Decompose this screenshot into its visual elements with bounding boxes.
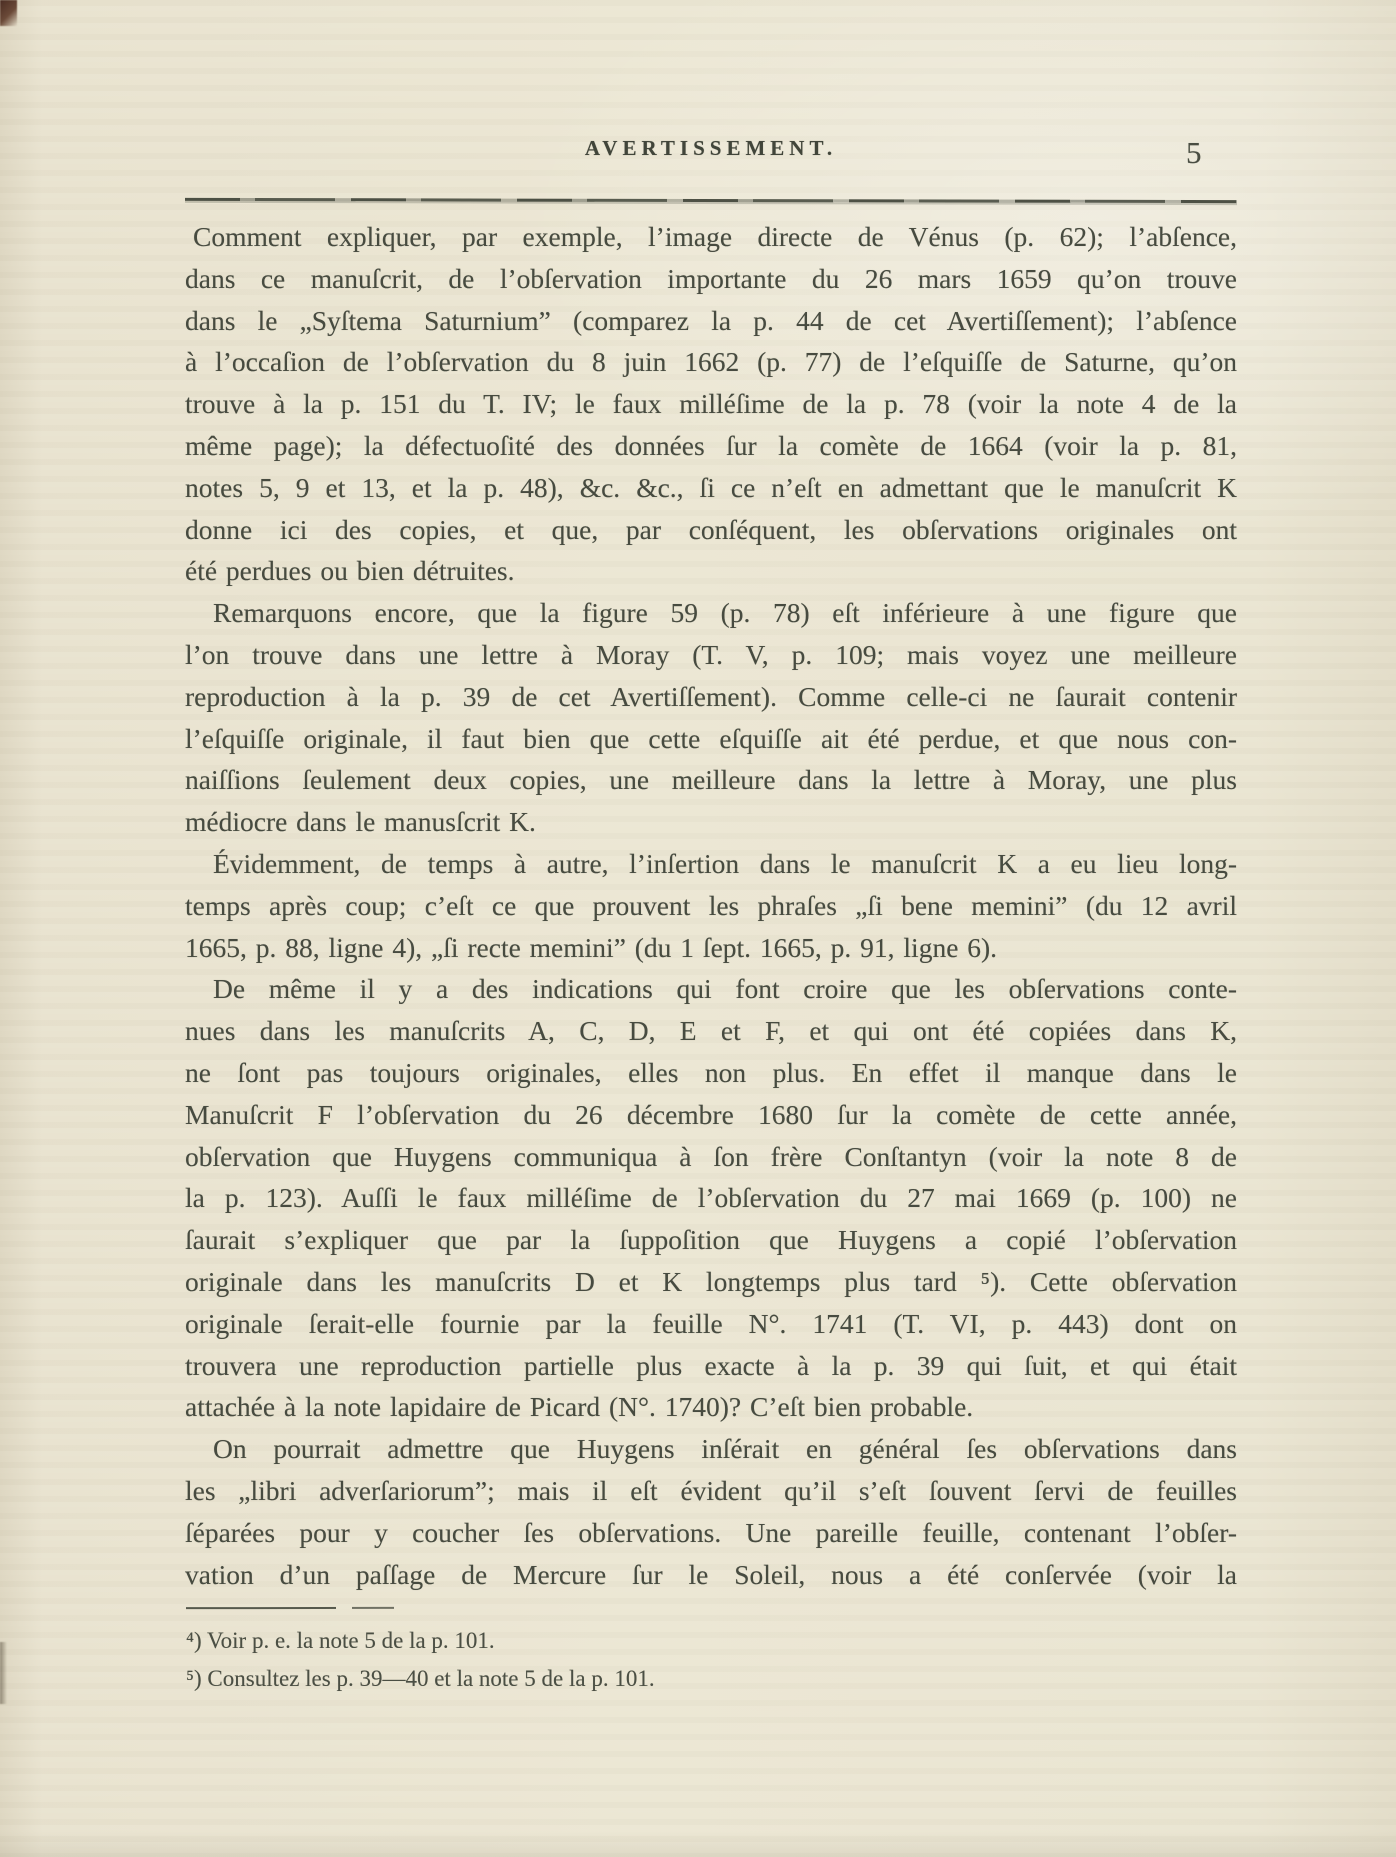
body-line: originale ſerait-elle fournie par la feuille N°. 1741 (T. VI, p. 443) dont on [185, 1307, 1237, 1339]
body-line: temps après coup; c’eſt ce que prouvent les phraſes „ſi bene memini” (du 12 avril [185, 889, 1237, 921]
paragraph [185, 1428, 1237, 1595]
body-line: trouvera une reproduction partielle plus exacte à la p. 39 qui ſuit, et qui était [185, 1349, 1237, 1381]
paragraph [185, 216, 1237, 592]
paragraph [185, 968, 1237, 1428]
body-line: vation d’un paſſage de Mercure ſur le Soleil, nous a été conſervée (voir la [185, 1558, 1237, 1590]
body-line: obſervation que Huygens communiqua à ſon frère Conſtantyn (voir la note 8 de [185, 1140, 1237, 1172]
body-line: médiocre dans le manusſcrit K. [185, 806, 536, 838]
body-line: ſéparées pour y coucher ſes obſervations. Une pareille feuille, contenant l’obſer- [185, 1516, 1237, 1548]
body-line: Comment expliquer, par exemple, l’image directe de Vénus (p. 62); l’abſence, [193, 221, 1237, 252]
body-line: On pourrait admettre que Huygens inſérait en général ſes obſervations dans [213, 1433, 1237, 1465]
body-line: été perdues ou bien détruites. [185, 555, 515, 587]
paragraph [185, 592, 1237, 843]
body-line: donne ici des copies, et que, par conſéquent, les obſervations originales ont [185, 513, 1237, 545]
header-rule [185, 198, 1237, 203]
body-line: même page); la défectuoſité des données ſur la comète de 1664 (voir la p. 81, [185, 429, 1237, 461]
body-line: les „libri adverſariorum”; mais il eſt évident qu’il s’eſt ſouvent ſervi de feuilles [185, 1474, 1237, 1506]
body-line: reproduction à la p. 39 de cet Avertiſſement). Comme celle-ci ne ſaurait contenir [185, 680, 1237, 712]
body-line: originale dans les manuſcrits D et K longtemps plus tard ⁵). Cette obſervation [185, 1265, 1237, 1297]
page-number: 5 [1186, 135, 1202, 170]
footnote: ⁴) Voir p. e. la note 5 de la p. 101. [186, 1628, 495, 1653]
body-line: dans ce manuſcrit, de l’obſervation importante du 26 mars 1659 qu’on trouve [185, 262, 1237, 294]
body-line: Manuſcrit F l’obſervation du 26 décembre 1680 ſur la comète de cette année, [185, 1098, 1237, 1130]
scan-artifact-corner [0, 0, 17, 26]
body-text [185, 216, 1237, 1595]
scan-artifact-edge [0, 1642, 7, 1704]
footnote: ⁵) Consultez les p. 39—40 et la note 5 de la p. 101. [186, 1665, 655, 1691]
body-line: 1665, p. 88, ligne 4), „ſi recte memini” (du 1 ſept. 1665, p. 91, ligne 6). [185, 931, 998, 963]
footnotes [186, 1622, 1238, 1697]
paragraph [185, 843, 1237, 968]
body-line: De même il y a des indications qui font croire que les obſervations conte- [213, 973, 1237, 1005]
body-line: attachée à la note lapidaire de Picard (N°. 1740)? C’eſt bien probable. [185, 1391, 974, 1423]
body-line: l’on trouve dans une lettre à Moray (T. V, p. 109; mais voyez une meilleure [185, 638, 1237, 670]
body-line: Évidemment, de temps à autre, l’inſertion dans le manuſcrit K a eu lieu long- [213, 847, 1237, 879]
page-title: AVERTISSEMENT. [584, 136, 838, 160]
body-line: Remarquons encore, que la figure 59 (p. 78) eſt inférieure à une figure que [213, 597, 1237, 629]
body-line: la p. 123). Auſſi le faux milléſime de l’obſervation du 27 mai 1669 (p. 100) ne [185, 1182, 1237, 1214]
body-line: ne ſont pas toujours originales, elles non plus. En effet il manque dans le [185, 1056, 1237, 1088]
body-line: notes 5, 9 et 13, et la p. 48), &c. &c., ſi ce n’eſt en admettant que le manuſcrit K [185, 471, 1237, 503]
body-line: dans le „Syſtema Saturnium” (comparez la p. 44 de cet Avertiſſement); l’abſence [185, 304, 1237, 336]
body-line: ſaurait s’expliquer que par la ſuppoſition que Huygens a copié l’obſervation [185, 1224, 1237, 1256]
footnote-rule [186, 1607, 398, 1609]
body-line: trouve à la p. 151 du T. IV; le faux milléſime de la p. 78 (voir la note 4 de la [185, 388, 1237, 420]
body-line: l’eſquiſſe originale, il faut bien que cette eſquiſſe ait été perdue, et que nous con- [185, 722, 1237, 754]
body-line: naiſſions ſeulement deux copies, une meilleure dans la lettre à Moray, une plus [185, 764, 1237, 796]
body-line: à l’occaſion de l’obſervation du 8 juin 1662 (p. 77) de l’eſquiſſe de Saturne, qu’on [185, 346, 1237, 378]
body-line: nues dans les manuſcrits A, C, D, E et F, et qui ont été copiées dans K, [185, 1015, 1237, 1047]
